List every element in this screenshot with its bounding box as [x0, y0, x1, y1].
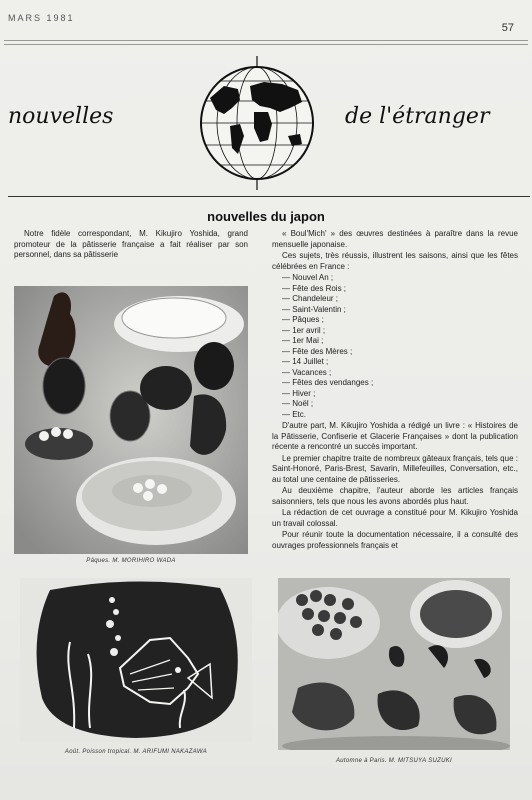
globe-icon — [190, 56, 324, 190]
celebrations-list — [282, 273, 518, 420]
list-item: — 14 Juillet ; — [282, 357, 329, 366]
list-item: — Pâques ; — [282, 315, 324, 324]
list-item: — Saint-Valentin ; — [282, 304, 346, 314]
section-title: nouvelles du japon — [207, 209, 325, 224]
list-item: — Chandeleur ; — [282, 294, 339, 303]
left-column — [14, 229, 248, 262]
list-item: — Nouvel An ; — [282, 273, 334, 282]
header-divider-2 — [4, 44, 528, 45]
intro-paragraph: Notre fidèle correspondant, M. Kikujiro Yoshida, grand promoteur de la pâtisserie française a fait réaliser par son personnel, dans sa pâtisserie — [14, 229, 248, 259]
list-item: — Hiver ; — [282, 388, 316, 398]
header-divider — [4, 40, 528, 41]
paragraph-2: Ces sujets, très réussis, illustrent les saisons, ainsi que les fêtes célébrées en France : — [272, 251, 518, 271]
easter-caption: Pâques. M. MORIHIRO WADA — [86, 558, 176, 564]
autumn-paris-caption: Automne à Paris. M. MITSUYA SUZUKI — [335, 758, 452, 764]
list-item: — Fête des Mères ; — [282, 346, 353, 356]
right-column — [272, 229, 518, 552]
page-number: 57 — [501, 22, 514, 34]
paragraph-7: Pour réunir toute la documentation nécessaire, il a consulté des ouvrages professionnels français et — [272, 530, 518, 550]
list-item: — Noël ; — [282, 399, 314, 408]
list-item: — Vacances ; — [282, 367, 332, 377]
tropical-fish-photo — [20, 578, 252, 742]
list-item: — 1er Mai ; — [282, 336, 324, 345]
paragraph-4: Le premier chapitre traite de nombreux gâteaux français, tels que : Saint-Honoré, Paris-Brest, Savarin, Millefeuilles, Conversation, etc., au total une centaine de pâtisseries. — [272, 453, 518, 484]
paragraph-6: La rédaction de cet ouvrage a constitué pour M. Kikujiro Yoshida un travail colossal. — [272, 508, 518, 528]
paragraph-5: Au deuxième chapitre, l'auteur aborde les articles français saisonniers, tels que nous les avons abordés plus haut. — [272, 486, 518, 506]
list-item: — Fête des Rois ; — [282, 283, 347, 293]
paragraph-1: « Boul'Mich' » des œuvres destinées à paraître dans la revue mensuelle japonaise. — [272, 229, 518, 249]
section-rule — [8, 196, 530, 197]
list-item: — Etc. — [282, 409, 307, 419]
list-item: — Fêtes des vendanges ; — [282, 378, 374, 387]
title-nouvelles: nouvelles — [8, 104, 114, 129]
autumn-paris-photo — [278, 578, 510, 750]
paragraph-3: D'autre part, M. Kikujiro Yoshida a rédigé un livre : « Histoires de la Pâtisserie, Confiserie et Glacerie Françaises » dont la publication récente a rencontré un succès important. — [272, 421, 518, 451]
issue-month: MARS 1981 — [8, 13, 75, 23]
easter-photo — [14, 286, 248, 554]
title-etranger: de l'étranger — [345, 104, 490, 129]
tropical-fish-caption: Août. Poisson tropical. M. ARIFUMI NAKAZAWA — [64, 749, 208, 755]
list-item: — 1er avril ; — [282, 325, 326, 335]
